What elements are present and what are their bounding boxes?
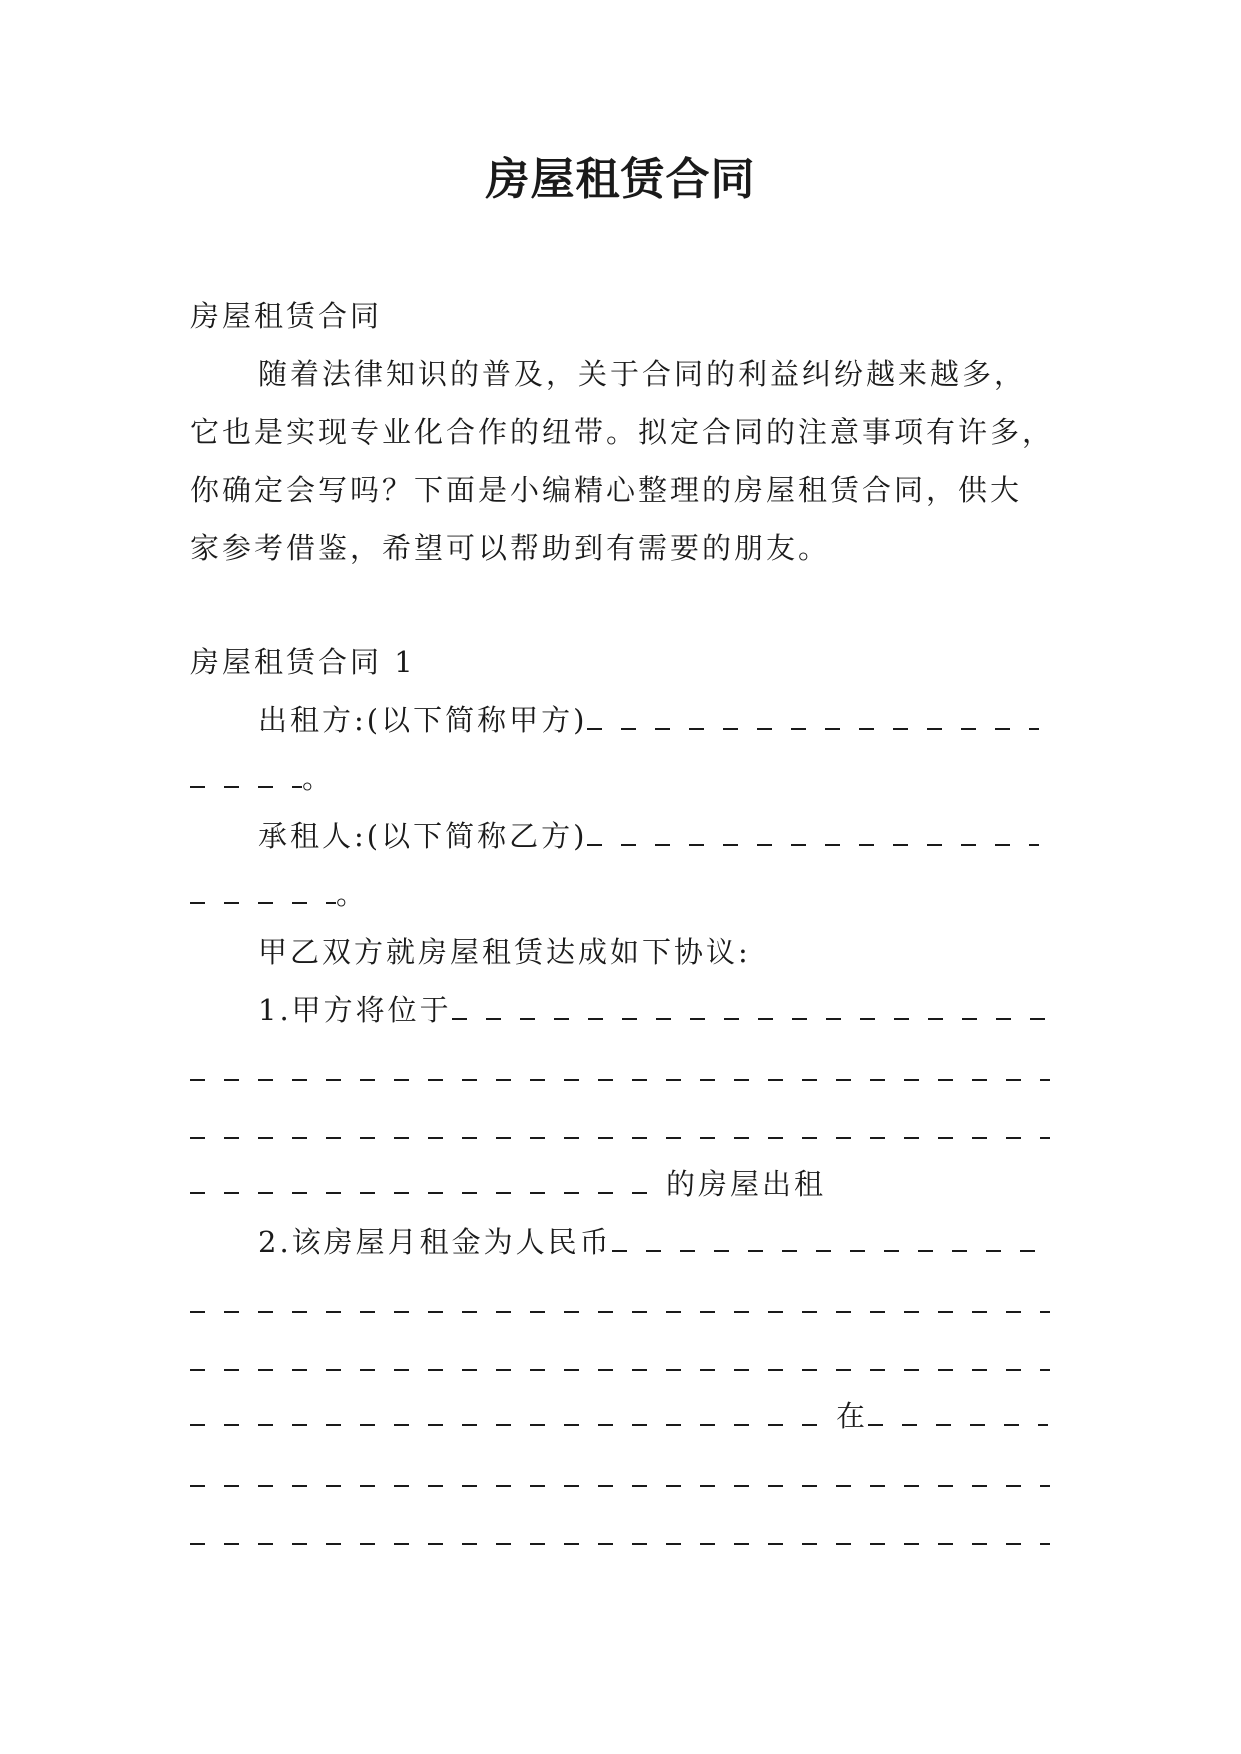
clause-2-blank-line-2 bbox=[190, 1311, 1050, 1313]
clause-1-prefix: 1.甲方将位于 bbox=[258, 993, 452, 1027]
clause-2-blank bbox=[612, 1242, 1036, 1252]
lessor-line-cont bbox=[190, 758, 334, 798]
document-title: 房屋租赁合同 bbox=[485, 154, 756, 205]
clause-1-line bbox=[258, 990, 1046, 1030]
lessee-blank-cont bbox=[190, 894, 336, 904]
clause-2-blank-line-5 bbox=[190, 1485, 1050, 1487]
lessee-line bbox=[258, 816, 1039, 856]
clause-1-blank-line-3 bbox=[190, 1137, 1050, 1139]
clause-2-blank-4a bbox=[190, 1416, 836, 1426]
agreement-intro: 甲乙双方就房屋租赁达成如下协议: bbox=[258, 935, 751, 969]
lessee-label: 承租人:(以下简称乙方) bbox=[258, 819, 588, 853]
lessee-end: 。 bbox=[336, 877, 369, 911]
clause-2-blank-line-3 bbox=[190, 1369, 1050, 1371]
clause-2-blank-4b bbox=[868, 1416, 1048, 1426]
clause-1-line-end bbox=[190, 1164, 826, 1204]
clause-2-line bbox=[258, 1222, 1036, 1262]
lessor-end: 。 bbox=[302, 761, 335, 795]
lessor-label: 出租方:(以下简称甲方) bbox=[258, 703, 588, 737]
lessor-blank bbox=[587, 720, 1039, 730]
clause-2-blank-line-6 bbox=[190, 1543, 1050, 1545]
clause-1-blank bbox=[452, 1010, 1046, 1020]
clause-2-prefix: 2.该房屋月租金为人民币 bbox=[258, 1225, 612, 1259]
lessee-blank bbox=[587, 836, 1039, 846]
subtitle: 房屋租赁合同 bbox=[190, 299, 383, 333]
lessor-line bbox=[258, 700, 1039, 740]
intro-line-3: 你确定会写吗？下面是小编精心整理的房屋租赁合同，供大 bbox=[190, 473, 1023, 507]
intro-line-1: 随着法律知识的普及，关于合同的利益纠纷越来越多， bbox=[258, 357, 1027, 391]
lessee-line-cont bbox=[190, 874, 368, 914]
contract-heading: 房屋租赁合同 1 bbox=[190, 645, 416, 679]
clause-1-blank-line-2 bbox=[190, 1079, 1050, 1081]
intro-line-2: 它也是实现专业化合作的纽带。拟定合同的注意事项有许多， bbox=[190, 415, 1055, 449]
lessor-blank-cont bbox=[190, 778, 302, 788]
clause-1-blank-end bbox=[190, 1184, 666, 1194]
intro-line-4: 家参考借鉴，希望可以帮助到有需要的朋友。 bbox=[190, 531, 831, 565]
clause-2-line-4 bbox=[190, 1396, 1048, 1436]
clause-2-mid: 在 bbox=[836, 1399, 869, 1433]
clause-1-suffix: 的房屋出租 bbox=[666, 1167, 827, 1201]
